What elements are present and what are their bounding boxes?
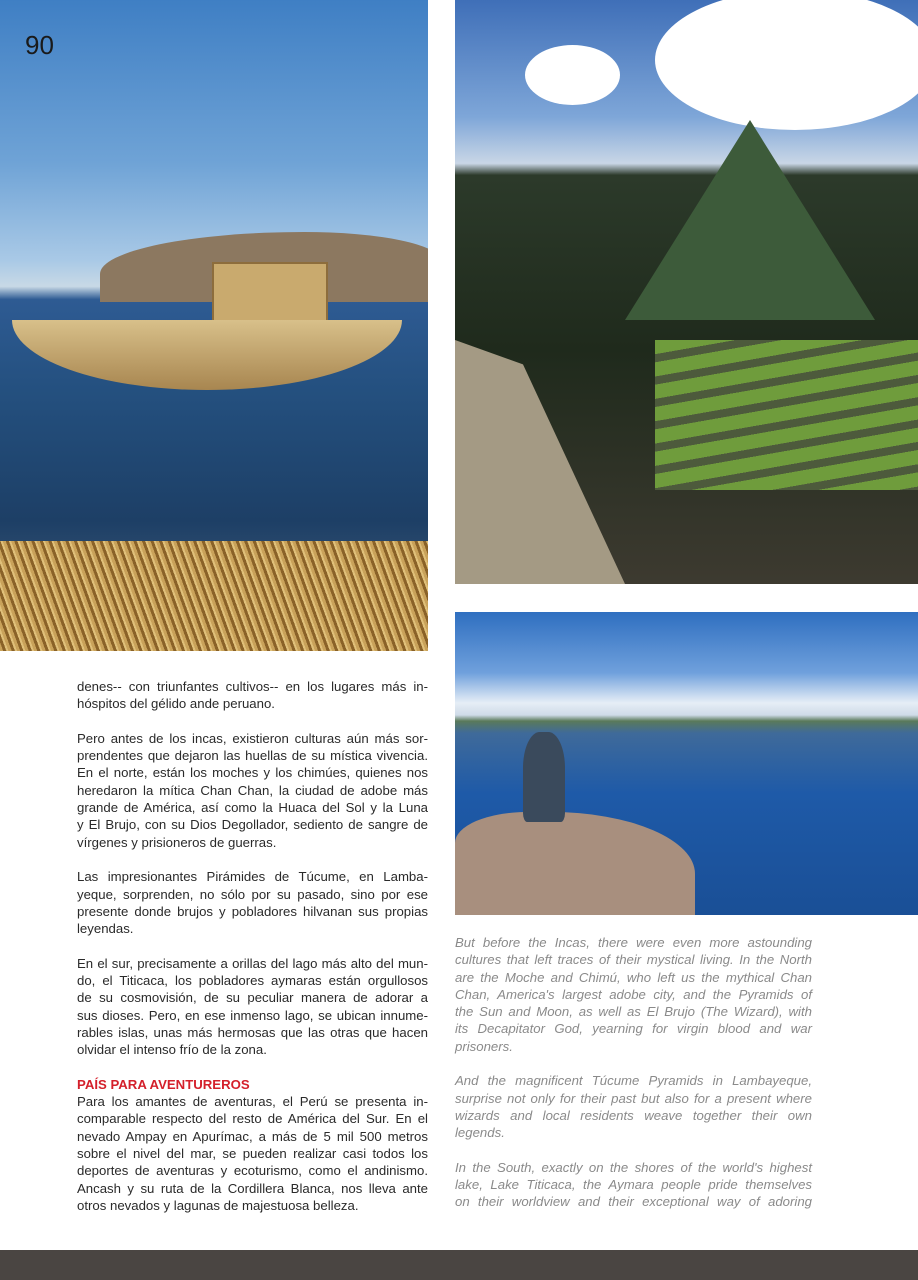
text-line: deportes de aventuras y ecoturismo, como el andinismo.	[77, 1163, 428, 1179]
text-line: surprise not only for their past but also for a present where	[455, 1090, 812, 1106]
text-line: olvidar el intenso frío de la zona.	[77, 1042, 267, 1058]
text-line: lake, Lake Titicaca, the Aymara people pride themselves	[455, 1177, 812, 1193]
text-line: grande de América, así como la Huaca del Sol y la Luna	[77, 800, 428, 816]
text-line: legends.	[455, 1125, 505, 1141]
paragraph	[77, 678, 428, 713]
text-line: And the magnificent Túcume Pyramids in Lambayeque,	[455, 1073, 812, 1089]
text-line: denes-- con triunfantes cultivos-- en los lugares más in-	[77, 679, 428, 694]
text-line: En el sur, precisamente a orillas del lago más alto del mun-	[77, 955, 428, 971]
text-line: do, el Titicaca, los pobladores aymaras están orgullosos	[77, 973, 428, 989]
text-line: presente donde brujos y pobladores hilvanan sus propias	[77, 903, 428, 919]
text-line: In the South, exactly on the shores of the world's highest	[455, 1159, 812, 1175]
photo-reed-boat-lake-titicaca	[0, 0, 428, 651]
text-line: vírgenes y prisioneros de guerras.	[77, 834, 277, 850]
cloud	[525, 45, 620, 105]
section-heading: PAÍS PARA AVENTUREROS	[77, 1076, 250, 1092]
text-line: leyendas.	[77, 921, 134, 937]
text-line: hóspitos del gélido ande peruano.	[77, 696, 275, 712]
english-text-column	[455, 934, 812, 1228]
text-line: cultures that left traces of their mystical living. In the North	[455, 952, 812, 968]
rock	[455, 812, 695, 915]
text-line: Las impresionantes Pirámides de Túcume, en Lamba-	[77, 869, 428, 885]
text-line: comparable respecto del resto de América del Sur. En el	[77, 1111, 428, 1127]
text-line: the Sun and Moon, as well as El Brujo (The Wizard), with	[455, 1004, 812, 1020]
text-line: heredaron la mítica Chan Chan, la ciudad de adobe más	[77, 782, 428, 798]
text-line: En el norte, están los moches y los chimúes, quienes nos	[77, 765, 428, 781]
paragraph	[77, 955, 428, 1059]
terraces	[655, 340, 918, 490]
text-line: y El Brujo, con su Dios Degollador, sediento de sangre de	[77, 817, 428, 833]
text-line: Chan, America's largest adobe city, and the Pyramids of	[455, 986, 812, 1002]
paragraph	[77, 1093, 428, 1214]
text-line: But before the Incas, there were even more astounding	[455, 935, 812, 950]
paragraph	[455, 934, 812, 1055]
text-line: otros nevados y lagunas de majestuosa belleza.	[77, 1197, 359, 1213]
text-line: sus dioses. Pero, en ese inmenso lago, se ubican innume-	[77, 1007, 428, 1023]
text-line: are the Moche and Chimú, who left us the mythical Chan	[455, 969, 812, 985]
reed-boat	[12, 320, 402, 390]
mountain	[625, 120, 875, 320]
cloud	[655, 0, 918, 130]
photo-hiker-overlooking-lake	[455, 612, 918, 915]
text-line: Ancash y su ruta de la Cordillera Blanca, nos lleva ante	[77, 1180, 428, 1196]
seated-hiker	[523, 732, 565, 822]
footer-bar	[0, 1250, 918, 1280]
text-line: Para los amantes de aventuras, el Perú se presenta in-	[77, 1094, 428, 1110]
text-line: prisoners.	[455, 1038, 513, 1054]
text-line: wizards and local residents weave together their own	[455, 1107, 812, 1123]
stone-path	[455, 340, 625, 584]
paragraph	[455, 1159, 812, 1211]
text-line: rables islas, unas más hermosas que las otras que hacen	[77, 1024, 428, 1040]
text-line: nevado Ampay en Apurímac, a más de 5 mil 500 metros	[77, 1128, 428, 1144]
text-line: on their worldview and their exceptional way of adoring	[455, 1194, 812, 1210]
text-line: prendentes que dejaron las huellas de su mística vivencia.	[77, 748, 428, 764]
text-line: sobre el nivel del mar, se pueden realizar casi todos los	[77, 1146, 428, 1162]
text-line: its Decapitator God, yearning for virgin blood and war	[455, 1021, 812, 1037]
paragraph	[455, 1072, 812, 1141]
photo-inca-ruins-terraces	[455, 0, 918, 584]
page-number: 90	[25, 30, 54, 60]
totora-reeds	[0, 541, 428, 651]
paragraph	[77, 730, 428, 851]
text-line: yeque, sorprenden, no sólo por su pasado, sino por ese	[77, 886, 428, 902]
paragraph	[77, 868, 428, 937]
text-line: de su cosmovisión, de su peculiar manera de adorar a	[77, 990, 428, 1006]
text-line: Pero antes de los incas, existieron culturas aún más sor-	[77, 730, 428, 746]
spanish-text-column	[77, 678, 428, 1232]
